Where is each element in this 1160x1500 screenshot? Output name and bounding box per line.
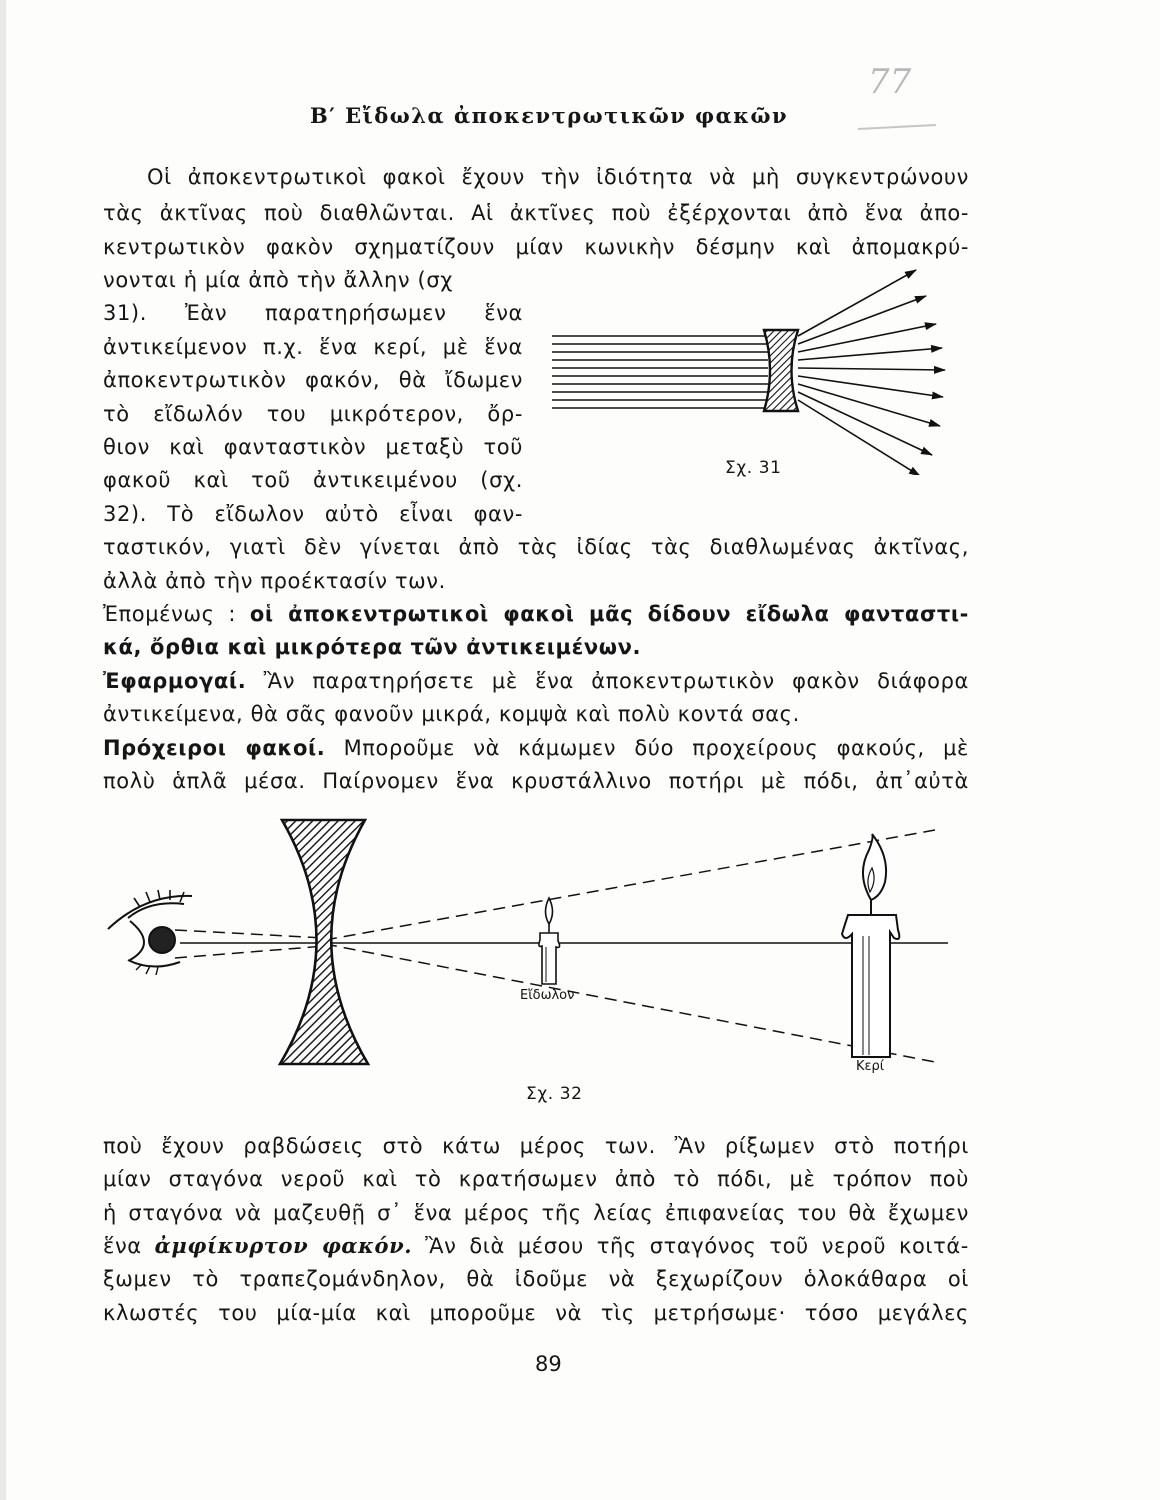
paragraph-line: 31). Ἐὰν παρατηρήσωμεν ἕνα — [103, 301, 523, 325]
line-prefix: ἕνα — [103, 1234, 142, 1258]
paragraph-line: νονται ἡ μία ἀπὸ τὴν ἄλλην (σχ — [103, 268, 453, 292]
page-number: 89 — [535, 1352, 562, 1376]
term-biconvex-lens: ἀμφίκυρτον φακόν. — [154, 1233, 413, 1258]
diverging-lens-icon — [280, 820, 368, 1064]
consequence-lead: Ἐπομένως : — [103, 602, 237, 626]
figure-32-diagram — [100, 812, 950, 1077]
virtual-image-candle-icon — [539, 898, 560, 984]
paragraph-line: ἡ σταγόνα νὰ μαζευθῇ σ᾽ ἕνα μέρος τῆς λείας ἐπιφανείας του θὰ ἔχωμεν — [103, 1201, 969, 1225]
paragraph-line: ξωμεν τὸ τραπεζομάνδηλον, θὰ ἰδοῦμε νὰ ξεχωρίζουν ὁλοκάθαρα οἱ — [103, 1267, 969, 1291]
consequence-line — [103, 599, 969, 629]
paragraph-line: τὸ εἴδωλόν του μικρότερον, ὄρ- — [103, 402, 523, 426]
paragraph-line: τὰς ἀκτῖνας ποὺ διαθλῶνται. Αἱ ἀκτῖνες ποὺ ἐξέρχονται ἀπὸ ἕνα ἀπο- — [103, 201, 969, 225]
paragraph-line: 32). Τὸ εἴδωλον αὐτὸ εἶναι φαν- — [103, 502, 523, 526]
virtual-image-label: Εἴδωλον — [520, 988, 575, 1003]
line-suffix: Ἂν διὰ μέσου τῆς σταγόνος τοῦ νεροῦ κοιτά- — [425, 1234, 969, 1258]
paragraph-line: ποὺ ἔχουν ραβδώσεις στὸ κάτω μέρος των. Ἂν ρίξωμεν στὸ ποτήρι — [103, 1134, 969, 1158]
makeshift-line: πολὺ ἁπλᾶ μέσα. Παίρνομεν ἕνα κρυστάλλινο ποτήρι μὲ πόδι, ἀπ᾽αὐτὰ — [103, 769, 969, 793]
figure-32-caption: Σχ. 32 — [526, 1084, 583, 1104]
refracted-rays — [798, 270, 945, 475]
paragraph-line: ταστικόν, γιατὶ δὲν γίνεται ἀπὸ τὰς ἰδίας τὰς διαθλωμένας ἀκτῖνας, — [103, 535, 969, 559]
handwritten-stroke — [858, 124, 936, 130]
figure-31-caption: Σχ. 31 — [725, 458, 782, 478]
page-edge — [0, 0, 6, 1500]
applications-text: Ἂν παρατηρήσετε μὲ ἕνα ἀποκεντρωτικὸν φακὸν διάφορα — [263, 669, 970, 693]
applications-line — [103, 666, 969, 696]
paragraph-line: φακοῦ καὶ τοῦ ἀντικειμένου (σχ. — [103, 468, 523, 492]
eye-icon — [108, 890, 192, 975]
paragraph-line: ἀποκεντρωτικὸν φακόν, θὰ ἴδωμεν — [103, 368, 523, 392]
paragraph-line: κεντρωτικὸν φακὸν σχηματίζουν μίαν κωνικὴν δέσμην καὶ ἀπομακρύ- — [103, 235, 969, 259]
handwritten-note: 77 — [868, 62, 912, 102]
applications-line: ἀντικείμενα, θὰ σᾶς φανοῦν μικρά, κομψὰ καὶ πολὺ κοντά σας. — [103, 702, 800, 726]
paragraph-line: ἀντικείμενον π.χ. ἕνα κερί, μὲ ἕνα — [103, 335, 523, 359]
consequence-line: κά, ὄρθια καὶ μικρότερα τῶν ἀντικειμένων. — [103, 635, 642, 659]
incident-rays — [552, 336, 768, 408]
makeshift-text: Μποροῦμε νὰ κάμωμεν δύο προχείρους φακούς, μὲ — [343, 736, 969, 760]
candle-icon — [842, 834, 899, 1057]
paragraph-line: κλωστές του μία-μία καὶ μποροῦμε νὰ τὶς μετρήσωμε· τόσο μεγάλες — [103, 1301, 969, 1325]
section-title: Β′ Εἴδωλα ἀποκεντρωτικῶν φακῶν — [310, 103, 789, 128]
makeshift-heading: Πρόχειροι φακοί. — [103, 736, 326, 760]
paragraph-line: μίαν σταγόνα νεροῦ καὶ τὸ κρατήσωμεν ἀπὸ τὸ πόδι, μὲ τρόπον ποὺ — [103, 1167, 969, 1191]
makeshift-line — [103, 733, 969, 763]
diverging-lens-icon — [764, 330, 798, 411]
applications-heading: Ἐφαρμογαί. — [103, 669, 247, 693]
consequence-bold: οἱ ἀποκεντρωτικοὶ φακοὶ μᾶς δίδουν εἴδωλα φανταστι- — [249, 602, 970, 626]
paragraph-line — [103, 1231, 969, 1261]
candle-label: Κερί — [856, 1059, 885, 1074]
paragraph-line: θιον καὶ φανταστικὸν μεταξὺ τοῦ — [103, 435, 523, 459]
figure-31-diagram — [540, 260, 960, 475]
paragraph-line: ἀλλὰ ἀπὸ τὴν προέκτασίν των. — [103, 569, 446, 593]
paragraph-line: Οἱ ἀποκεντρωτικοὶ φακοὶ ἔχουν τὴν ἰδιότητα νὰ μὴ συγκεντρώνουν — [147, 165, 969, 189]
